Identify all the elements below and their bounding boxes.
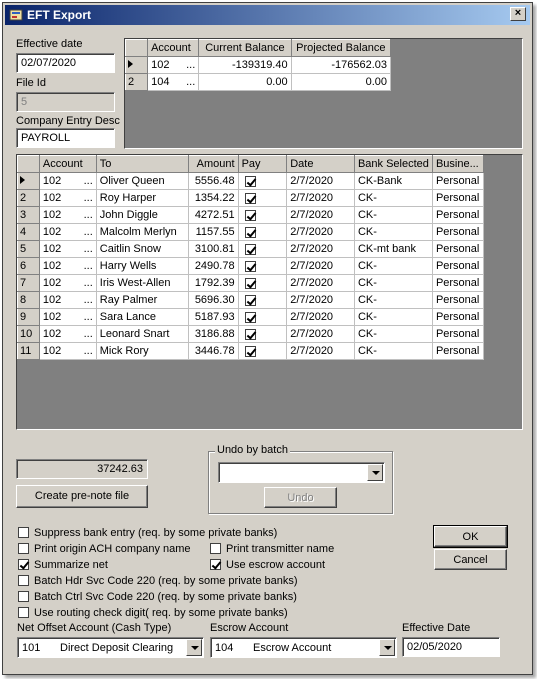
main-grid-area [16, 154, 523, 430]
pay-checkbox[interactable] [245, 278, 256, 289]
header-bank-selected[interactable]: Bank Selected [354, 156, 432, 173]
account-cell[interactable]: 102 ... [39, 190, 96, 207]
row-pointer-icon [20, 176, 25, 184]
row-header[interactable]: 5 [18, 241, 40, 258]
date-cell: 2/7/2020 [287, 309, 355, 326]
to-cell: Iris West-Allen [96, 275, 188, 292]
pay-checkbox[interactable] [245, 176, 256, 187]
bank-selected-cell: CK- [354, 190, 432, 207]
table-row[interactable] [18, 343, 484, 360]
undo-button[interactable]: Undo [264, 487, 337, 508]
bank-selected-cell: CK-Bank [354, 173, 432, 190]
row-header[interactable]: 2 [126, 74, 148, 91]
date-cell: 2/7/2020 [287, 343, 355, 360]
pay-cell[interactable] [238, 326, 287, 343]
chevron-down-icon[interactable] [186, 639, 202, 656]
balance-header-account[interactable]: Account [148, 40, 199, 57]
date-cell: 2/7/2020 [287, 207, 355, 224]
account-cell[interactable]: 104 ... [148, 74, 199, 91]
to-cell: Malcolm Merlyn [96, 224, 188, 241]
date-cell: 2/7/2020 [287, 173, 355, 190]
company-entry-desc-field[interactable]: PAYROLL [16, 128, 115, 148]
header-pay[interactable]: Pay [238, 156, 287, 173]
to-cell: Leonard Snart [96, 326, 188, 343]
table-row[interactable] [18, 292, 484, 309]
amount-cell: 5187.93 [188, 309, 238, 326]
use-escrow-checkbox[interactable]: Use escrow account [210, 559, 325, 571]
account-cell[interactable]: 102 ... [39, 224, 96, 241]
business-cell: Personal [432, 190, 483, 207]
account-cell[interactable]: 102 ... [39, 292, 96, 309]
main-grid-corner [18, 156, 40, 173]
date-cell: 2/7/2020 [287, 292, 355, 309]
checkbox-box[interactable] [18, 559, 29, 570]
file-id-field: 5 [16, 92, 115, 112]
pay-checkbox[interactable] [245, 295, 256, 306]
pay-cell[interactable] [238, 343, 287, 360]
file-id-label: File Id [16, 77, 46, 89]
business-cell: Personal [432, 173, 483, 190]
date-cell: 2/7/2020 [287, 241, 355, 258]
payments-grid[interactable] [17, 155, 484, 360]
account-cell[interactable]: 102 ... [39, 258, 96, 275]
business-cell: Personal [432, 207, 483, 224]
checkbox-box[interactable] [18, 575, 29, 586]
header-date[interactable]: Date [287, 156, 355, 173]
app-icon [9, 8, 23, 22]
header-business[interactable]: Busine... [432, 156, 483, 173]
to-cell: John Diggle [96, 207, 188, 224]
date-cell: 2/7/2020 [287, 258, 355, 275]
account-cell[interactable]: 102 ... [39, 326, 96, 343]
pay-checkbox[interactable] [245, 312, 256, 323]
escrow-account-label: Escrow Account [210, 622, 289, 634]
pay-checkbox[interactable] [245, 227, 256, 238]
to-cell: Harry Wells [96, 258, 188, 275]
row-pointer-icon [128, 60, 133, 68]
table-row[interactable] [18, 275, 484, 292]
print-origin-ach-checkbox[interactable]: Print origin ACH company name [18, 543, 191, 555]
pay-checkbox[interactable] [245, 193, 256, 204]
bank-selected-cell: CK- [354, 292, 432, 309]
chevron-down-icon[interactable] [379, 639, 395, 656]
pay-cell[interactable] [238, 275, 287, 292]
business-cell: Personal [432, 292, 483, 309]
bank-selected-cell: CK- [354, 309, 432, 326]
row-header[interactable]: 10 [18, 326, 40, 343]
projected-balance-cell: 0.00 [291, 74, 390, 91]
pay-checkbox[interactable] [245, 346, 256, 357]
account-cell[interactable]: 102 ... [39, 207, 96, 224]
account-cell[interactable]: 102 ... [39, 241, 96, 258]
undo-batch-select[interactable] [218, 462, 385, 483]
pay-cell[interactable] [238, 241, 287, 258]
close-icon: × [514, 7, 522, 19]
bank-selected-cell: CK- [354, 275, 432, 292]
row-header[interactable] [18, 173, 40, 190]
business-cell: Personal [432, 326, 483, 343]
pay-checkbox[interactable] [245, 210, 256, 221]
business-cell: Personal [432, 309, 483, 326]
checkbox-box[interactable] [18, 527, 29, 538]
header-account[interactable]: Account [39, 156, 96, 173]
account-cell[interactable]: 102 ... [39, 173, 96, 190]
amount-cell: 3446.78 [188, 343, 238, 360]
row-header[interactable]: 6 [18, 258, 40, 275]
pay-checkbox[interactable] [245, 329, 256, 340]
table-row[interactable] [126, 74, 391, 91]
account-cell[interactable]: 102 ... [39, 275, 96, 292]
row-header[interactable]: 4 [18, 224, 40, 241]
amount-cell: 4272.51 [188, 207, 238, 224]
pay-checkbox[interactable] [245, 244, 256, 255]
pay-cell[interactable] [238, 207, 287, 224]
bank-selected-cell: CK-mt bank [354, 241, 432, 258]
balance-grid-corner [126, 40, 148, 57]
suppress-bank-entry-checkbox[interactable]: Suppress bank entry (req. by some private banks) [18, 527, 277, 539]
checkbox-box[interactable] [210, 543, 221, 554]
net-offset-select[interactable]: 101 Direct Deposit Clearing [17, 637, 204, 658]
amount-cell: 3186.88 [188, 326, 238, 343]
to-cell: Oliver Queen [96, 173, 188, 190]
to-cell: Caitlin Snow [96, 241, 188, 258]
header-amount[interactable]: Amount [188, 156, 238, 173]
pay-cell[interactable] [238, 258, 287, 275]
balance-header-projected[interactable]: Projected Balance [291, 40, 390, 57]
date-cell: 2/7/2020 [287, 326, 355, 343]
cancel-button[interactable]: Cancel [434, 549, 507, 570]
table-row[interactable] [18, 326, 484, 343]
projected-balance-cell: -176562.03 [291, 57, 390, 74]
undo-by-batch-title: Undo by batch [217, 444, 288, 456]
amount-cell: 1354.22 [188, 190, 238, 207]
title-bar[interactable] [5, 5, 530, 25]
date-cell: 2/7/2020 [287, 224, 355, 241]
table-row[interactable] [18, 241, 484, 258]
row-header[interactable]: 7 [18, 275, 40, 292]
summarize-net-checkbox[interactable]: Summarize net [18, 559, 108, 571]
table-row[interactable] [18, 207, 484, 224]
checkbox-box[interactable] [210, 559, 221, 570]
business-cell: Personal [432, 275, 483, 292]
row-header[interactable] [126, 57, 148, 74]
print-transmitter-checkbox[interactable]: Print transmitter name [210, 543, 334, 555]
business-cell: Personal [432, 241, 483, 258]
create-prenote-button[interactable]: Create pre-note file [16, 485, 148, 508]
company-entry-desc-label: Company Entry Desc [16, 115, 120, 127]
current-balance-cell: 0.00 [199, 74, 291, 91]
table-row[interactable] [18, 309, 484, 326]
bank-selected-cell: CK- [354, 258, 432, 275]
amount-cell: 1792.39 [188, 275, 238, 292]
table-row[interactable] [18, 258, 484, 275]
row-header[interactable]: 3 [18, 207, 40, 224]
effective-date-field[interactable]: 02/07/2020 [16, 53, 115, 73]
pay-cell[interactable] [238, 292, 287, 309]
bank-selected-cell: CK- [354, 343, 432, 360]
account-cell[interactable]: 102 ... [39, 343, 96, 360]
table-row[interactable] [18, 173, 484, 190]
routing-check-digit-checkbox[interactable]: Use routing check digit( req. by some private banks) [18, 607, 288, 619]
batch-hdr-svc-checkbox[interactable]: Batch Hdr Svc Code 220 (req. by some private banks) [18, 575, 298, 587]
row-header[interactable]: 11 [18, 343, 40, 360]
bank-selected-cell: CK- [354, 207, 432, 224]
eft-export-window [2, 2, 533, 675]
pay-cell[interactable] [238, 190, 287, 207]
checkbox-box[interactable] [18, 607, 29, 618]
table-row[interactable] [18, 224, 484, 241]
balance-header-current[interactable]: Current Balance [199, 40, 291, 57]
amount-cell: 2490.78 [188, 258, 238, 275]
to-cell: Ray Palmer [96, 292, 188, 309]
amount-cell: 5696.30 [188, 292, 238, 309]
pay-cell[interactable] [238, 309, 287, 326]
account-cell[interactable]: 102 ... [39, 309, 96, 326]
row-header[interactable]: 9 [18, 309, 40, 326]
bank-selected-cell: CK- [354, 224, 432, 241]
batch-ctrl-svc-checkbox[interactable]: Batch Ctrl Svc Code 220 (req. by some private banks) [18, 591, 297, 603]
amount-cell: 3100.81 [188, 241, 238, 258]
business-cell: Personal [432, 343, 483, 360]
total-amount-field: 37242.63 [16, 459, 148, 479]
header-to[interactable]: To [96, 156, 188, 173]
date-cell: 2/7/2020 [287, 190, 355, 207]
net-offset-label: Net Offset Account (Cash Type) [17, 622, 172, 634]
close-button[interactable] [510, 7, 526, 21]
table-row[interactable] [126, 57, 391, 74]
row-header[interactable]: 2 [18, 190, 40, 207]
amount-cell: 5556.48 [188, 173, 238, 190]
pay-checkbox[interactable] [245, 261, 256, 272]
effective-date2-field[interactable]: 02/05/2020 [402, 637, 500, 657]
date-cell: 2/7/2020 [287, 275, 355, 292]
chevron-down-icon[interactable] [367, 464, 383, 481]
pay-cell[interactable] [238, 224, 287, 241]
to-cell: Mick Rory [96, 343, 188, 360]
checkbox-box[interactable] [18, 543, 29, 554]
escrow-account-select[interactable]: 104 Escrow Account [210, 637, 397, 658]
effective-date-label: Effective date [16, 38, 83, 50]
effective-date2-label: Effective Date [402, 622, 471, 634]
row-header[interactable]: 8 [18, 292, 40, 309]
pay-cell[interactable] [238, 173, 287, 190]
to-cell: Sara Lance [96, 309, 188, 326]
window-title: EFT Export [27, 8, 92, 22]
current-balance-cell: -139319.40 [199, 57, 291, 74]
balance-grid-area [124, 38, 523, 149]
business-cell: Personal [432, 258, 483, 275]
table-row[interactable] [18, 190, 484, 207]
balance-grid[interactable] [125, 39, 391, 91]
to-cell: Roy Harper [96, 190, 188, 207]
account-cell[interactable]: 102 ... [148, 57, 199, 74]
business-cell: Personal [432, 224, 483, 241]
undo-by-batch-group [208, 444, 393, 514]
ok-button[interactable]: OK [434, 526, 507, 547]
bank-selected-cell: CK- [354, 326, 432, 343]
amount-cell: 1157.55 [188, 224, 238, 241]
checkbox-box[interactable] [18, 591, 29, 602]
